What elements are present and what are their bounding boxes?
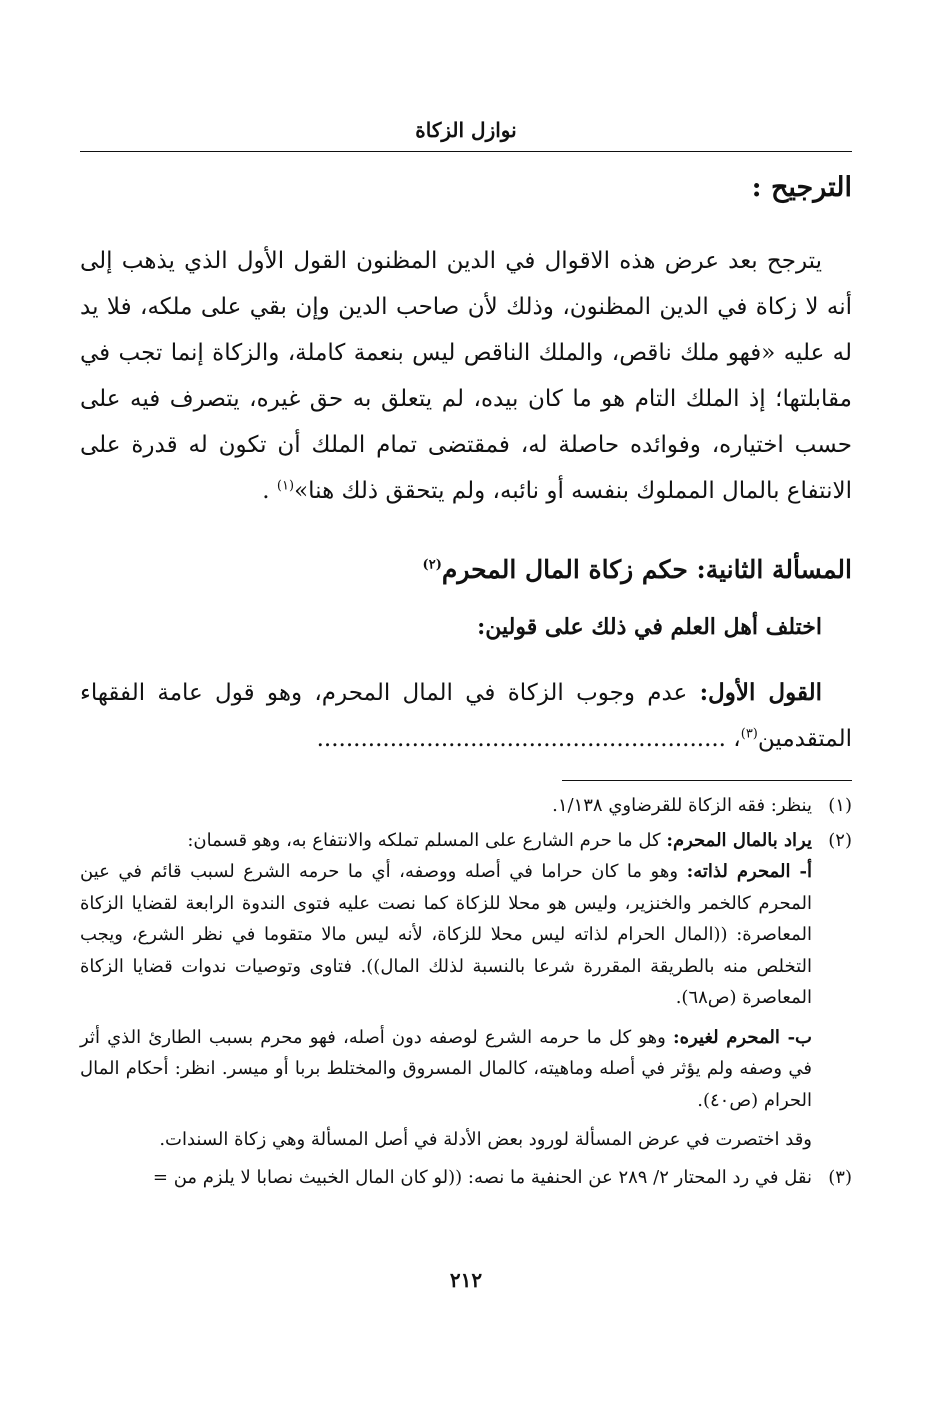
footnote-separator <box>562 780 852 781</box>
footnote-2 <box>80 825 852 1117</box>
tarjih-heading: الترجيح : <box>751 172 852 203</box>
part-a-label: أ- المحرم لذاته: <box>686 861 812 882</box>
tarjih-paragraph-text: يترجح بعد عرض هذه الاقوال في الدين المظنون القول الأول الذي يذهب إلى أنه لا زكاة في الدين المظنون، وذلك لأن صاحب الدين وإن بقي على ملكه، فلا يد له عليه «فهو ملك ناقص، والملك الناقص ليس بنعمة كاملة، والزكاة إنما تجب في مقابلتها؛ إذ الملك التام هو ما كان بيده، لم يتعلق به حق غيره، يتصرف فيه على حسب اختياره، وفوائده حاصلة له، فمقتضى تمام الملك أن تكون له قدرة على الانتفاع بالمال المملوك بنفسه أو نائبه، ولم يتحقق ذلك هنا» <box>80 248 852 504</box>
footnote-ref-1[interactable]: (١) <box>276 478 295 494</box>
header-rule <box>80 151 852 152</box>
footnote-2-part-a <box>80 856 812 1014</box>
first-opinion-text: عدم وجوب الزكاة في المال المحرم، وهو قول عامة الفقهاء المتقدمين <box>80 680 852 752</box>
footnote-3 <box>80 1162 852 1194</box>
footnote-2-note: وقد اختصرت في عرض المسألة لورود بعض الأدلة في أصل المسألة وهي زكاة السندات. <box>159 1129 812 1150</box>
first-opinion-label: القول الأول: <box>699 679 822 706</box>
running-header: نوازل الزكاة <box>415 118 517 142</box>
part-a-text: وهو ما كان حراما في أصله ووصفه، أي ما حرمه الشرع لسبب قائم في عين المحرم كالخمر والخنزير، وليس هو محلا للزكاة كما نصت عليه فتوى الندوة الرابعة لقضايا الزكاة المعاصرة: ((المال الحرام لذاته ليس محلا للزكاة، لأنه ليس مالا متقوما في نظر الشرع، ويجب التخلص منه بالطريقة المقررة شرعا بالنسبة لذلك المال)). فتاوى وتوصيات ندوات قضايا الزكاة المعاصرة (ص٦٨). <box>80 861 812 1008</box>
footnote-number: (٣) <box>828 1166 852 1188</box>
part-b-text: وهو كل ما حرمه الشرع لوصفه دون أصله، فهو محرم بسبب الطارئ الذي أثر في وصفه ولم يؤثر في أصله وماهيته، كالمال المسروق والمختلط بربا أو ميسر. انظر: أحكام المال الحرام (ص٤٠). <box>80 1026 812 1111</box>
ikhtilaf-heading: اختلف أهل العلم في ذلك على قولين: <box>477 614 822 640</box>
book-page <box>80 0 852 1406</box>
first-opinion-paragraph <box>80 670 852 762</box>
part-b-label: ب- المحرم لغيره: <box>673 1026 812 1048</box>
footnote-1 <box>80 790 852 822</box>
footnote-number: (١) <box>828 795 852 816</box>
footnote-text: نقل في رد المحتار ٢/ ٢٨٩ عن الحنفية ما نصه: ((لو كان المال الخبيث نصابا لا يلزم من = <box>152 1166 812 1188</box>
tarjih-paragraph-end: . <box>262 478 277 504</box>
footnote-number: (٢) <box>828 829 852 851</box>
page-number: ٢١٢ <box>449 1268 483 1292</box>
continuation-dots: ........................................................ <box>316 726 726 752</box>
masala-heading-text: المسألة الثانية: حكم زكاة المال المحرم <box>441 555 852 584</box>
footnote-2-part-b <box>80 1022 812 1117</box>
masala-heading <box>423 555 852 584</box>
first-opinion-tail: ، <box>726 726 741 752</box>
footnote-text: كل ما حرم الشارع على المسلم تملكه والانتفاع به، وهو قسمان: <box>187 829 667 851</box>
footnotes <box>80 790 852 1196</box>
footnote-ref-3[interactable]: (٣) <box>740 726 758 742</box>
footnote-text: ينظر: فقه الزكاة للقرضاوي ١/١٣٨. <box>552 795 812 816</box>
footnote-ref-2[interactable]: (٢) <box>422 557 442 573</box>
tarjih-paragraph <box>80 238 852 514</box>
footnote-label: يراد بالمال المحرم: <box>666 829 812 851</box>
